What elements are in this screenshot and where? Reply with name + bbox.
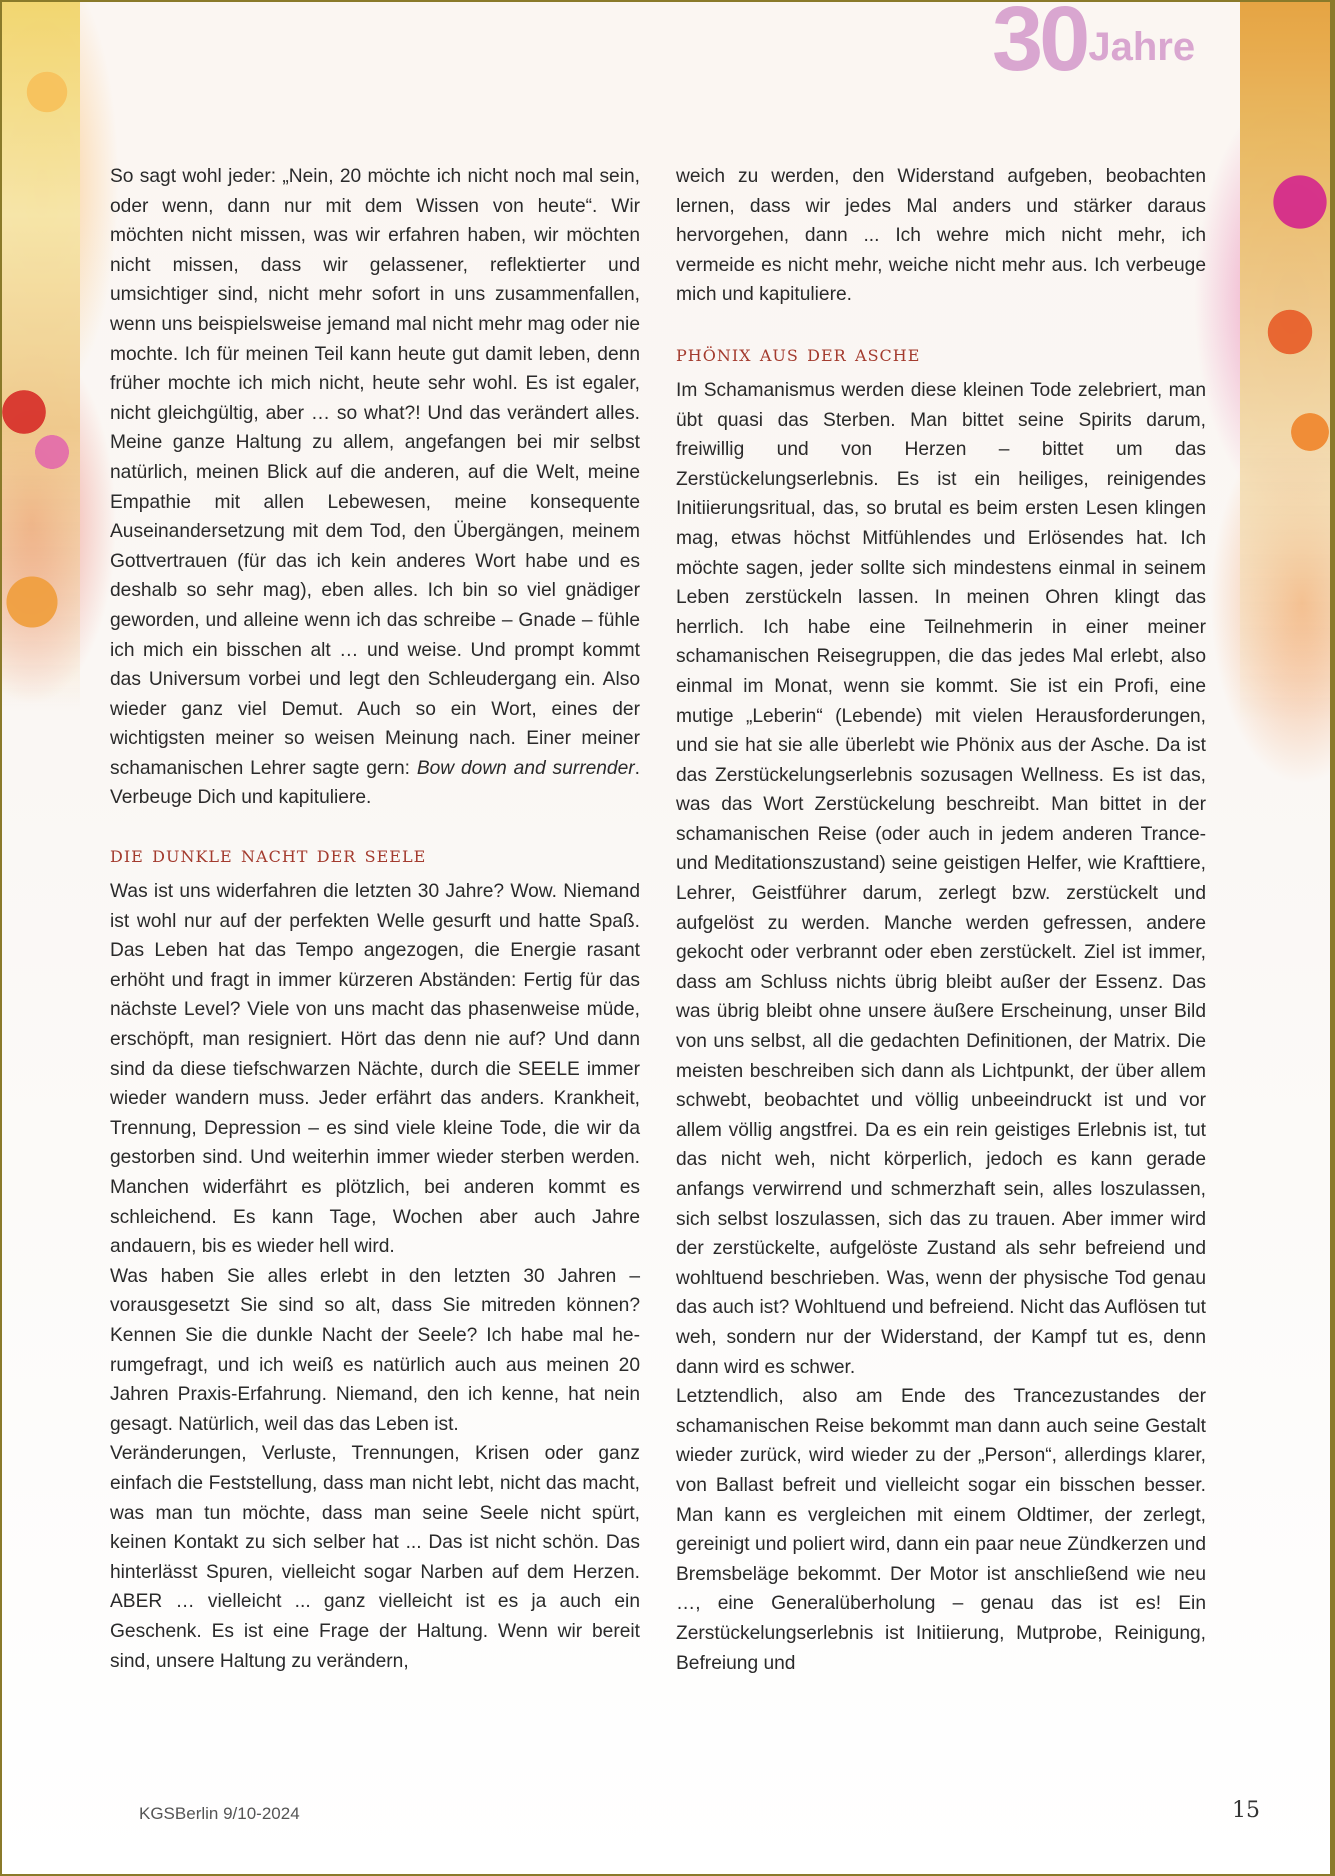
logo-word: Jahre	[1088, 25, 1196, 69]
right-paragraph-2: Im Schamanismus werden diese kleinen Tode zelebriert, man übt quasi das Sterben. Man bittet seine Spirits darum, freiwillig und von Herzen – bittet um das Zerstückelungserlebnis. Es ist ein heiliges, reinigendes Initiierungsritual, das, so brutal es beim ersten Lesen klingen mag, etwas höchst Mitfühlendes und Erlösendes hat. Ich möchte sagen, jeder sollte sich mindestens einmal in seinem Leben zerstückeln lassen. In meinen Ohren klingt das herrlich. Ich habe eine Teilnehmerin in einer meiner schamanischen Reisegruppen, die das jedes Mal erlebt, also einmal im Monat, wenn sie kommt. Sie ist ein Profi, eine mutige „Leberin“ (Lebende) mit vielen Herausforderungen, und sie hat sie alle überlebt wie Phönix aus der Asche. Da ist das Zerstückelungserlebnis sozusagen Wellness. Es ist das, was das Wort Zerstückelung beschreibt. Man bittet in der schamanischen Reise (oder auch in jedem anderen Trance- und Meditationszustand) seine geistigen Helfer, wie Krafttiere, Lehrer, Geistführer darum, zerlegt bzw. zerstückelt und aufgelöst zu werden. Manche werden gefressen, andere gekocht oder verbrannt oder eben zerstückelt. Ziel ist immer, dass am Schluss nichts übrig bleibt außer der Essenz. Das was übrig bleibt ohne unsere äußere Erscheinung, unser Bild von uns selbst, all die gedachten Definitionen, der Matrix. Die meisten beschreiben sich dann als Lichtpunkt, der über allem schwebt, beobachtet und völlig unbeeindruckt ist und vor allem völlig angstfrei. Da es ein rein geistiges Erlebnis ist, tut das nicht weh, nicht körperlich, jedoch es kann gerade anfangs verwirrend und schmerzhaft sein, alles loszulassen, sich selbst loszulassen, sich das zu trauen. Aber immer wird der zerstückelte, aufgelöste Zustand als sehr befreiend und wohltuend beschrieben. Was, wenn der physische Tod genau das auch ist? Wohltuend und befreiend. Nicht das Auflösen tut weh, sondern nur der Widerstand, der Kampf tut es, denn dann wird es schwer.	[676, 379, 1206, 1378]
left-paragraph-3: Was haben Sie alles erlebt in den letzten 30 Jahren – vorausgesetzt Sie sind so alt, dass Sie mitreden können? Kennen Sie die dunkle Nacht der Seele? Ich habe mal herumgefragt, und ich weiß es natürlich auch aus meinen 20 Jahren Praxis-Erfahrung. Niemand, den ich kenne, hat nein gesagt. Natürlich, weil das das Leben ist.	[110, 1265, 640, 1435]
section-heading-phoenix: phönix aus der asche	[676, 340, 921, 367]
flower-decoration-right	[1240, 2, 1330, 722]
left-column	[110, 162, 640, 1676]
right-paragraph-1: weich zu werden, den Widerstand aufgeben, beobachten lernen, dass wir jedes Mal anders und stärker daraus hervorgehen, dann ... Ich wehre mich nicht mehr, ich vermeide es nicht mehr, weiche nicht mehr aus. Ich verbeuge mich und kapituliere.	[676, 166, 1206, 306]
flower-decoration-left	[2, 2, 80, 712]
section-heading-dark-night: die dunkle nacht der seele	[110, 842, 427, 869]
logo-number: 30	[992, 0, 1087, 90]
quote-italic: Bow down and surrender	[416, 757, 635, 779]
anniversary-logo	[992, 0, 1196, 90]
right-paragraph-3: Letztendlich, also am Ende des Trancezustandes der schamanischen Reise bekommt man dann auch seine Gestalt wieder zurück, wird wieder zu der „Person“, allerdings klarer, von Ballast befreit und vielleicht sogar ein bisschen besser. Man kann es vergleichen mit einem Oldtimer, der zerlegt, gereinigt und poliert wird, dann ein paar neue Zündkerzen und Bremsbeläge bekommt. Der Motor ist anschließend wie neu …, eine Generalüberholung – genau das ist es! Ein Zerstückelungserlebnis ist Initiierung, Mutprobe, Reinigung, Befreiung und	[676, 1386, 1206, 1674]
right-column	[676, 162, 1206, 1678]
footer-publication: KGSBerlin 9/10-2024	[139, 1804, 300, 1823]
left-paragraph-1-end: . Verbeuge Dich und kapituliere.	[110, 757, 640, 809]
left-paragraph-1	[110, 162, 640, 813]
left-paragraph-1-text: So sagt wohl jeder: „Nein, 20 möchte ich nicht noch mal sein, oder wenn, dann nur mit dem Wissen von heute“. Wir möchten nicht missen, was wir erfahren haben, wir möchten nicht missen, dass wir gelassener, reflektierter und umsichtiger sind, nicht mehr sofort in uns zusammenfallen, wenn uns beispielsweise jemand mal nicht mehr mag oder nie mochte. Ich für meinen Teil kann heute gut damit leben, denn früher mochte ich mich nicht, heute sehr wohl. Es ist egaler, nicht gleichgültig, aber … so what?! Und das verändert alles. Meine ganze Haltung zu allem, angefangen bei mir selbst natürlich, meinen Blick auf die anderen, auf die Welt, meine Empathie mit allen Lebewesen, meine konsequente Auseinandersetzung mit dem Tod, den Übergängen, meinem Gottvertrauen (für das ich kein anderes Wort habe und es deshalb so sehr mag), eben alles. Ich bin so viel gnädiger geworden, und alleine wenn ich das schreibe – Gnade – fühle ich mich ein bisschen alt … und weise. Und prompt kommt das Universum vorbei und legt den Schleudergang ein. Also wieder ganz viel Demut. Auch so ein Wort, eines der wichtigsten meiner so weisen Meinung nach. Einer meiner schamanischen Lehrer sagte gern:	[110, 166, 640, 779]
left-paragraph-2: Was ist uns widerfahren die letzten 30 Jahre? Wow. Niemand ist wohl nur auf der perfekten Welle gesurft und hatte Spaß. Das Leben hat das Tempo angezogen, die Energie rasant erhöht und fragt in immer kürzeren Abständen: Fertig für das nächste Level? Viele von uns macht das phasenweise müde, erschöpft, man resigniert. Hört das denn nie auf? Und dann sind da diese tiefschwarzen Nächte, durch die SEELE immer wieder wandern muss. Jeder erfährt das anders. Krankheit, Trennung, Depression – es sind viele kleine Tode, die wir da gestorben sind. Und weiterhin immer wieder sterben werden. Manchen widerfährt es plötzlich, bei anderen kommt es schleichend. Es kann Tage, Wochen aber auch Jahre andauern, bis es wieder hell wird.	[110, 881, 640, 1258]
page-number: 15	[1232, 1798, 1260, 1823]
left-paragraph-4: Veränderungen, Verluste, Trennungen, Krisen oder ganz einfach die Feststellung, dass man nicht lebt, nicht das macht, was man tun möchte, dass man seine Seele nicht spürt, keinen Kontakt zu sich selber hat ... Das ist nicht schön. Das hinterlässt Spuren, vielleicht sogar Narben auf dem Herzen. ABER … vielleicht ... ganz vielleicht ist es ja auch ein Geschenk. Es ist eine Frage der Haltung. Wenn wir bereit sind, unsere Haltung zu verändern,	[110, 1443, 640, 1672]
